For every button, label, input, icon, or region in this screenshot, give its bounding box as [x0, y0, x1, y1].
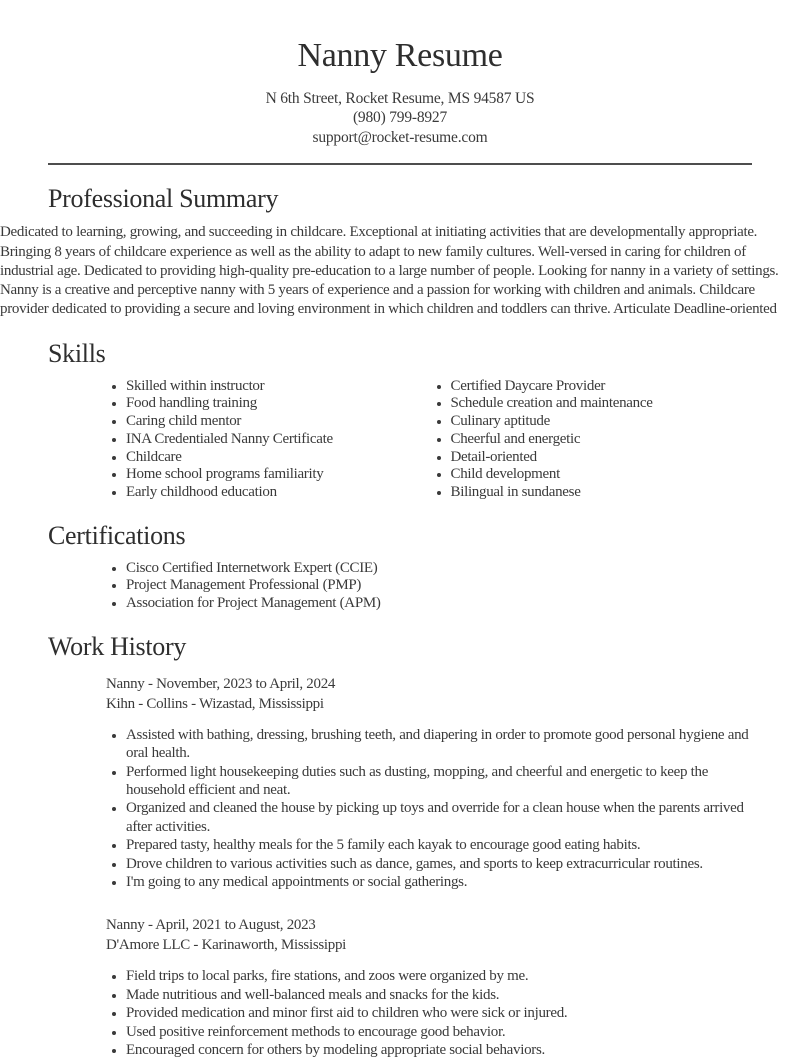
skill-item: • Child development	[451, 466, 756, 484]
job-entry-2	[106, 915, 755, 1059]
professional-summary-text: Dedicated to learning, growing, and succeeding in childcare. Exceptional at initiating activities that are developmentally appropriate. Bringing 8 years of childcare experience as well as the ability to adapt to new family cultures. Well-versed in caring for children of industrial age. Dedicated to providing high-quality pre-education to a large number of people. Looking for nanny in a variety of settings. Nanny is a creative and perceptive nanny with 5 years of experience and a passion for working with children and animals. Childcare provider dedicated to providing a secure and loving environment in which children and toddlers can thrive. Articulate Deadline-oriented	[0, 224, 779, 318]
section-skills	[0, 338, 800, 502]
header-divider	[48, 163, 752, 165]
job-bullet: • I'm going to any medical appointments or social gatherings.	[126, 873, 755, 891]
skill-item: • Cheerful and energetic	[451, 431, 756, 449]
skill-item: • Culinary aptitude	[451, 413, 756, 431]
certification-item: • Cisco Certified Internetwork Expert (CCIE)	[126, 560, 755, 578]
section-work-history	[0, 631, 800, 1059]
job-bullet: • Field trips to local parks, fire stations, and zoos were organized by me.	[126, 967, 755, 985]
skill-item: • Home school programs familiarity	[126, 466, 431, 484]
section-professional-summary	[0, 183, 800, 319]
section-certifications	[0, 520, 800, 613]
skill-item: • Early childhood education	[126, 484, 431, 502]
skill-item: • Bilingual in sundanese	[451, 484, 756, 502]
job-bullet: • Assisted with bathing, dressing, brushing teeth, and diapering in order to promote good personal hygiene and oral health.	[126, 726, 755, 763]
skills-column-right	[431, 378, 756, 502]
resume-header	[0, 0, 800, 147]
certifications-list	[106, 560, 755, 613]
job-bullet-list	[106, 726, 755, 892]
certification-item: • Project Management Professional (PMP)	[126, 577, 755, 595]
work-history-heading: Work History	[48, 631, 187, 661]
job-entry-1	[106, 674, 755, 892]
skill-item: • Skilled within instructor	[126, 378, 431, 396]
skills-heading: Skills	[48, 338, 106, 368]
skill-item: • Schedule creation and maintenance	[451, 395, 756, 413]
professional-summary-heading: Professional Summary	[48, 184, 279, 214]
job-title: Nanny - November, 2023 to April, 2024	[106, 675, 336, 692]
skill-item: • Food handling training	[126, 395, 431, 413]
job-bullet: • Provided medication and minor first aid to children who were sick or injured.	[126, 1004, 755, 1022]
skill-item: • Detail-oriented	[451, 449, 756, 467]
job-title: Nanny - April, 2021 to August, 2023	[106, 917, 316, 934]
contact-block	[0, 89, 800, 148]
contact-phone: (980) 799-8927	[352, 109, 448, 127]
job-bullet: • Prepared tasty, healthy meals for the 5 family each kayak to encourage good eating habits.	[126, 836, 755, 854]
job-company: D'Amore LLC - Karinaworth, Mississippi	[106, 937, 347, 954]
skill-item: • Certified Daycare Provider	[451, 378, 756, 396]
certifications-heading: Certifications	[48, 520, 186, 550]
job-bullet: • Used positive reinforcement methods to encourage good behavior.	[126, 1023, 755, 1041]
job-bullet: • Performed light housekeeping duties such as dusting, mopping, and cheerful and energetic to keep the household efficient and neat.	[126, 763, 755, 800]
skill-item: • Caring child mentor	[126, 413, 431, 431]
skills-columns	[106, 378, 755, 502]
skills-column-left	[106, 378, 431, 502]
skill-item: • INA Credentialed Nanny Certificate	[126, 431, 431, 449]
contact-address: N 6th Street, Rocket Resume, MS 94587 US	[265, 89, 535, 107]
contact-email: support@rocket-resume.com	[312, 128, 488, 146]
job-bullet: • Organized and cleaned the house by picking up toys and override for a clean house when the parents arrived after activities.	[126, 799, 755, 836]
job-bullet-list	[106, 967, 755, 1059]
job-bullet: • Encouraged concern for others by modeling appropriate social behaviors.	[126, 1041, 755, 1059]
job-bullet: • Made nutritious and well-balanced meals and snacks for the kids.	[126, 986, 755, 1004]
skill-item: • Childcare	[126, 449, 431, 467]
resume-title: Nanny Resume	[297, 37, 503, 74]
job-bullet: • Drove children to various activities such as dance, games, and sports to keep extracurricular routines.	[126, 855, 755, 873]
job-company: Kihn - Collins - Wizastad, Mississippi	[106, 695, 324, 712]
certification-item: • Association for Project Management (APM)	[126, 595, 755, 613]
